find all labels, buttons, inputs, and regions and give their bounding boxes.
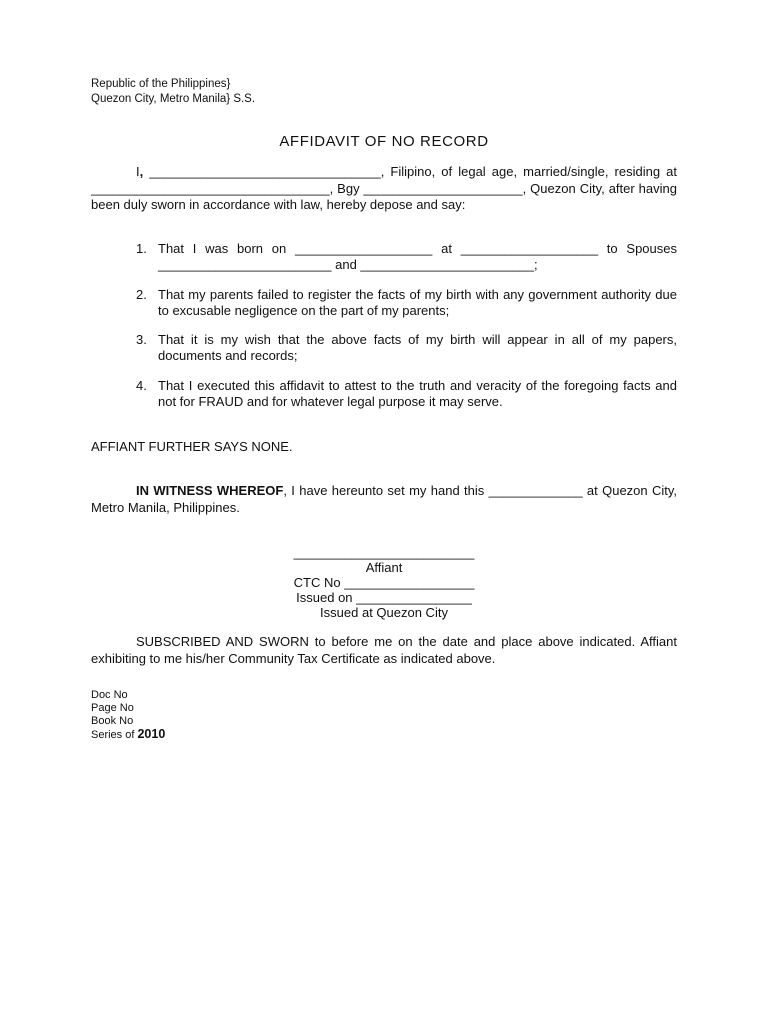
item-text: That it is my wish that the above facts of my birth will appear in all of my papers, documents and records; — [158, 332, 677, 363]
series-year: 2010 — [137, 727, 166, 741]
sworn-paragraph: SUBSCRIBED AND SWORN to before me on the date and place above indicated. Affiant exhibiting to me his/her Community Tax Certificate as indicated above. — [91, 634, 677, 666]
issued-on: Issued on ________________ — [296, 590, 472, 605]
signature-line: _________________________ — [293, 545, 475, 560]
item-number: 4. — [136, 378, 147, 393]
intro-i: I — [136, 164, 140, 179]
item-number: 2. — [136, 287, 147, 302]
affiant-label: Affiant — [365, 560, 403, 575]
intro-comma: , — [139, 164, 144, 179]
book-no: Book No — [91, 715, 134, 727]
item-number: 1. — [136, 241, 147, 256]
signature-block — [252, 545, 516, 620]
item-text: That my parents failed to register the facts of my birth with any government authority due to excusable negligence on the part of my parents; — [158, 287, 677, 318]
issued-at: Issued at Quezon City — [320, 605, 448, 620]
witness-paragraph — [91, 483, 677, 516]
doc-no: Doc No — [91, 689, 128, 701]
page-no: Page No — [91, 702, 134, 714]
document-title: AFFIDAVIT OF NO RECORD — [279, 133, 489, 150]
notary-block — [91, 689, 165, 742]
header-line-1: Republic of the Philippines} — [91, 78, 231, 90]
witness-bold: IN WITNESS WHEREOF — [136, 483, 284, 498]
venue-header — [91, 77, 255, 107]
item-text: That I was born on ___________________ at ___________________ to Spouses ________________________ and ________________________; — [158, 241, 677, 272]
witness-text: , I have hereunto set my hand this _____________ at Quezon City, Metro Manila, Philippines. — [91, 483, 677, 515]
further-says-none: AFFIANT FURTHER SAYS NONE. — [91, 439, 293, 454]
header-line-2: Quezon City, Metro Manila} S.S. — [91, 93, 256, 105]
intro-paragraph — [91, 164, 677, 214]
ctc-number: CTC No __________________ — [293, 575, 475, 590]
series-line — [91, 728, 165, 742]
series-label: Series of — [91, 729, 138, 741]
item-text: That I executed this affidavit to attest to the truth and veracity of the foregoing facts and not for FRAUD and for whatever legal purpose it may serve. — [158, 378, 677, 409]
intro-text: ________________________________, Filipino, of legal age, married/single, residing at _________________________________, Bgy ______________________, Quezon City, after having been duly sworn in accordance with law, hereby depose and say: — [91, 164, 677, 212]
item-number: 3. — [136, 332, 147, 347]
